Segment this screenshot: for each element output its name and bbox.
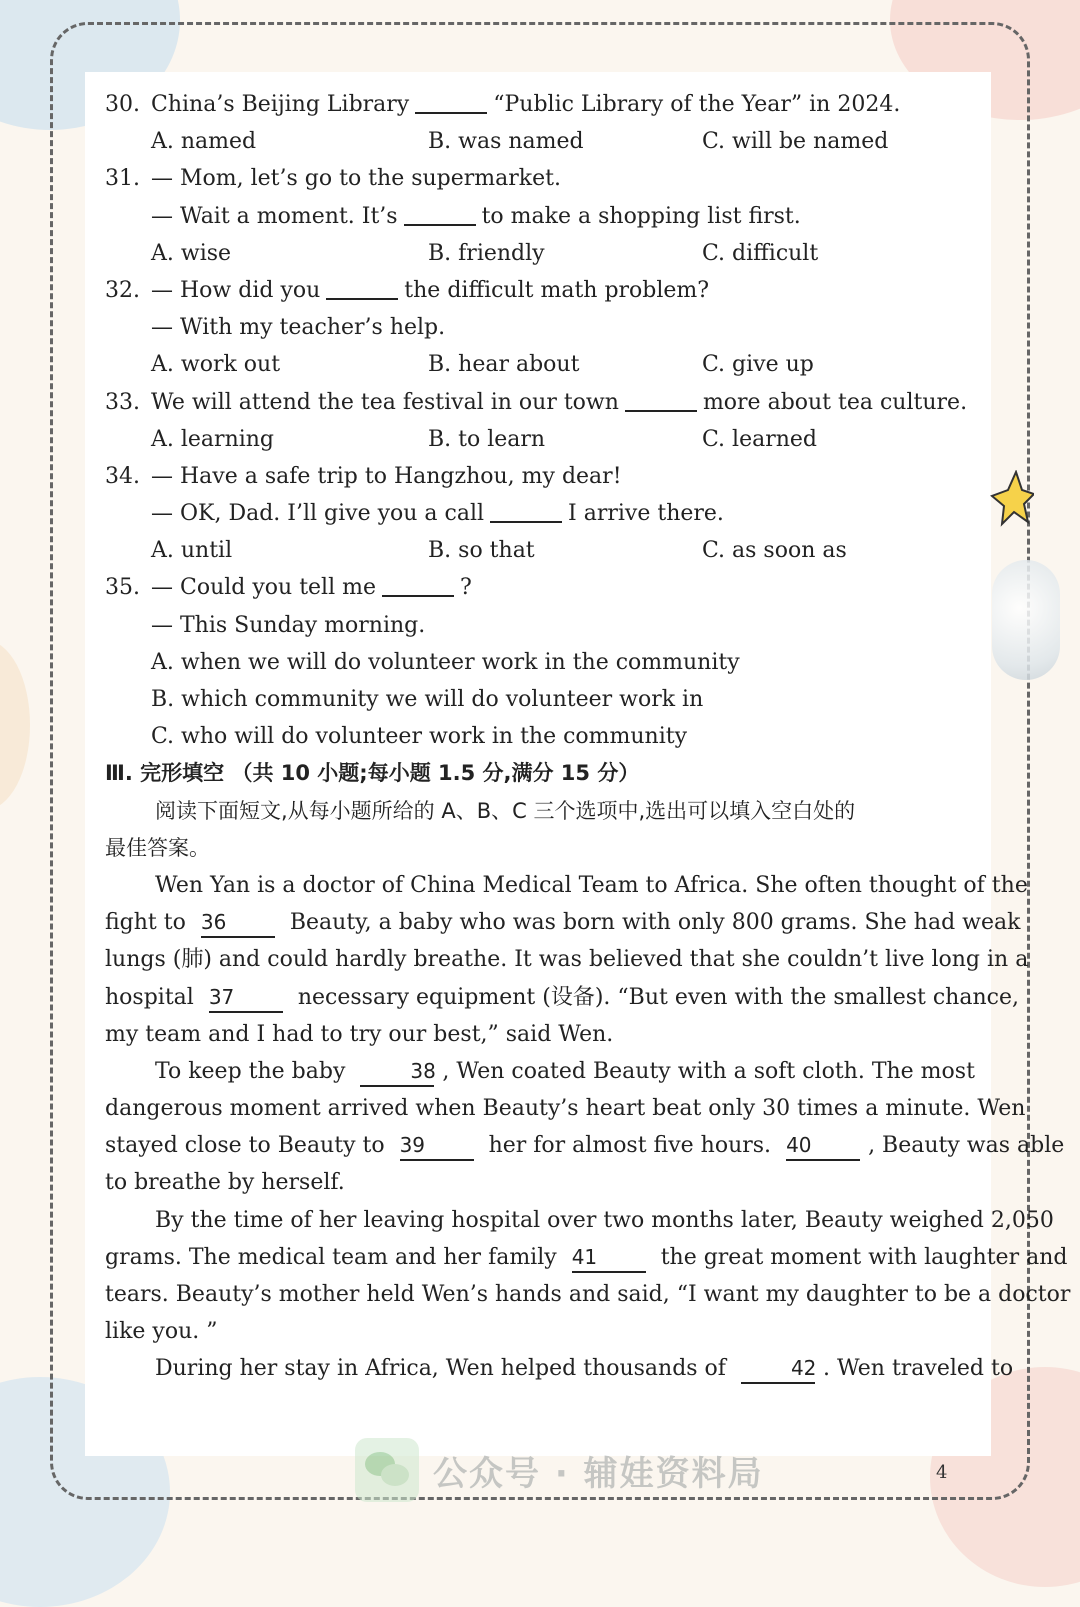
question-35-line2 bbox=[105, 607, 973, 644]
option-b: B. was named bbox=[428, 129, 584, 155]
watermark-text: 公众号 · 辅娃资料局 bbox=[433, 1453, 764, 1494]
question-34-line2 bbox=[105, 495, 973, 532]
question-number: 33. bbox=[105, 389, 140, 415]
cloze-blank-36: 36 bbox=[201, 908, 275, 938]
dialogue-line: I arrive there. bbox=[568, 501, 724, 527]
question-33 bbox=[105, 384, 973, 421]
dialogue-line: the difficult math problem? bbox=[404, 277, 710, 303]
option-c: C. will be named bbox=[702, 129, 889, 155]
passage-text: . Wen traveled to bbox=[822, 1356, 1014, 1382]
dialogue-line: — This Sunday morning. bbox=[151, 612, 426, 638]
question-number: 35. bbox=[105, 575, 140, 601]
question-number: 32. bbox=[105, 277, 140, 303]
option-c: C. as soon as bbox=[702, 538, 847, 564]
options-32 bbox=[105, 346, 973, 383]
exam-content bbox=[105, 86, 1071, 1388]
question-31 bbox=[105, 160, 973, 197]
question-32-line2 bbox=[105, 309, 973, 346]
dialogue-line: — Mom, let’s go to the supermarket. bbox=[151, 166, 561, 192]
cloze-blank-39: 39 bbox=[400, 1131, 474, 1161]
dialogue-line: — How did you bbox=[151, 277, 321, 303]
passage-line bbox=[105, 904, 1021, 941]
passage-line: like you. ” bbox=[105, 1319, 218, 1345]
answer-blank bbox=[625, 386, 697, 412]
passage-line: By the time of her leaving hospital over two months later, Beauty weighed 2,050 bbox=[155, 1207, 1054, 1233]
question-34 bbox=[105, 458, 973, 495]
passage-text: fight to bbox=[105, 910, 186, 936]
star-icon bbox=[986, 470, 1034, 530]
cloze-blank-40: 40 bbox=[786, 1131, 860, 1161]
question-32 bbox=[105, 272, 973, 309]
passage-line bbox=[105, 1053, 973, 1090]
option-b: B. so that bbox=[428, 538, 535, 564]
passage-line: Wen Yan is a doctor of China Medical Team to Africa. She often thought of the bbox=[155, 872, 1028, 898]
dialogue-line: — Have a safe trip to Hangzhou, my dear! bbox=[151, 463, 622, 489]
section-instruction: 阅读下面短文,从每小题所给的 A、B、C 三个选项中,选出可以填入空白处的 bbox=[155, 798, 856, 823]
answer-blank bbox=[404, 200, 476, 226]
option-b: B. to learn bbox=[428, 426, 546, 452]
options-30 bbox=[105, 123, 973, 160]
wechat-icon bbox=[355, 1438, 419, 1502]
passage-line: lungs (肺) and could hardly breathe. It was believed that she couldn’t live long in a bbox=[105, 947, 1029, 973]
passage-line bbox=[105, 1239, 1068, 1276]
dialogue-line: — Wait a moment. It’s bbox=[151, 203, 398, 229]
option-c: C. who will do volunteer work in the community bbox=[151, 724, 688, 750]
options-34 bbox=[105, 532, 973, 569]
question-number: 31. bbox=[105, 166, 140, 192]
question-31-line2 bbox=[105, 198, 973, 235]
question-number: 34. bbox=[105, 463, 140, 489]
question-30 bbox=[105, 86, 973, 123]
passage-line: dangerous moment arrived when Beauty’s heart beat only 30 times a minute. Wen bbox=[105, 1096, 1026, 1122]
dialogue-line: ? bbox=[460, 575, 472, 601]
answer-blank bbox=[490, 497, 562, 523]
passage-text: her for almost five hours. bbox=[488, 1133, 772, 1159]
page-number: 4 bbox=[936, 1462, 948, 1483]
watermark bbox=[355, 1438, 764, 1502]
cloud-decoration bbox=[992, 560, 1060, 680]
option-b: B. which community we will do volunteer work in bbox=[151, 687, 704, 712]
passage-text: the great moment with laughter and bbox=[660, 1244, 1068, 1270]
option-a: A. learning bbox=[151, 426, 275, 452]
option-c: C. learned bbox=[702, 426, 817, 452]
option-b: B. friendly bbox=[428, 240, 545, 266]
passage-line bbox=[105, 979, 1019, 1016]
options-33 bbox=[105, 421, 973, 458]
passage-line bbox=[105, 1127, 1065, 1164]
passage-line bbox=[105, 1350, 1014, 1387]
option-b: B. hear about bbox=[428, 352, 580, 378]
passage-text: , Wen coated Beauty with a soft cloth. The most bbox=[442, 1058, 975, 1084]
option-a: A. wise bbox=[151, 240, 232, 266]
option-a: A. until bbox=[151, 538, 233, 564]
passage-text: grams. The medical team and her family bbox=[105, 1244, 557, 1270]
passage-line: tears. Beauty’s mother held Wen’s hands and said, “I want my daughter to be a doctor bbox=[105, 1282, 1071, 1307]
answer-blank bbox=[326, 274, 398, 300]
dialogue-line: — With my teacher’s help. bbox=[151, 315, 446, 341]
cloze-blank-42: 42 bbox=[741, 1354, 815, 1384]
option-a: A. named bbox=[151, 129, 257, 155]
passage-text: hospital bbox=[105, 984, 194, 1010]
passage-line: to breathe by herself. bbox=[105, 1170, 345, 1196]
question-stem: We will attend the tea festival in our town bbox=[151, 389, 619, 415]
dialogue-line: — Could you tell me bbox=[151, 575, 376, 601]
answer-blank bbox=[415, 88, 487, 114]
option-c: C. difficult bbox=[702, 240, 819, 266]
dialogue-line: — OK, Dad. I’ll give you a call bbox=[151, 501, 485, 527]
cloze-blank-41: 41 bbox=[572, 1243, 646, 1273]
passage-line: my team and I had to try our best,” said Wen. bbox=[105, 1021, 614, 1047]
section-instruction: 最佳答案。 bbox=[105, 835, 210, 860]
option-a: A. work out bbox=[151, 352, 281, 378]
cloze-blank-38: 38 bbox=[360, 1057, 434, 1087]
question-35 bbox=[105, 569, 973, 606]
question-stem: China’s Beijing Library bbox=[151, 92, 410, 117]
answer-blank bbox=[382, 571, 454, 597]
passage-text: To keep the baby bbox=[155, 1058, 346, 1084]
passage-text: Beauty, a baby who was born with only 800 grams. She had weak bbox=[289, 910, 1021, 936]
option-a: A. when we will do volunteer work in the community bbox=[151, 649, 740, 675]
question-stem: more about tea culture. bbox=[702, 389, 968, 415]
passage-text: stayed close to Beauty to bbox=[105, 1133, 385, 1159]
cloze-blank-37: 37 bbox=[209, 983, 283, 1013]
passage-text: During her stay in Africa, Wen helped thousands of bbox=[155, 1356, 726, 1382]
section-heading: Ⅲ. 完形填空 （共 10 小题;每小题 1.5 分,满分 15 分） bbox=[105, 761, 640, 786]
passage-text: , Beauty was able bbox=[868, 1133, 1065, 1159]
background-blob bbox=[0, 640, 30, 810]
option-c-row bbox=[105, 718, 973, 755]
options-31 bbox=[105, 235, 973, 272]
option-a-row bbox=[105, 644, 973, 681]
passage-text: necessary equipment (设备). “But even with the smallest chance, bbox=[297, 984, 1019, 1010]
dialogue-line: to make a shopping list first. bbox=[481, 203, 801, 229]
option-b-row bbox=[105, 681, 973, 718]
question-number: 30. bbox=[105, 92, 140, 117]
question-stem: “Public Library of the Year” in 2024. bbox=[493, 92, 901, 117]
option-c: C. give up bbox=[702, 352, 814, 378]
